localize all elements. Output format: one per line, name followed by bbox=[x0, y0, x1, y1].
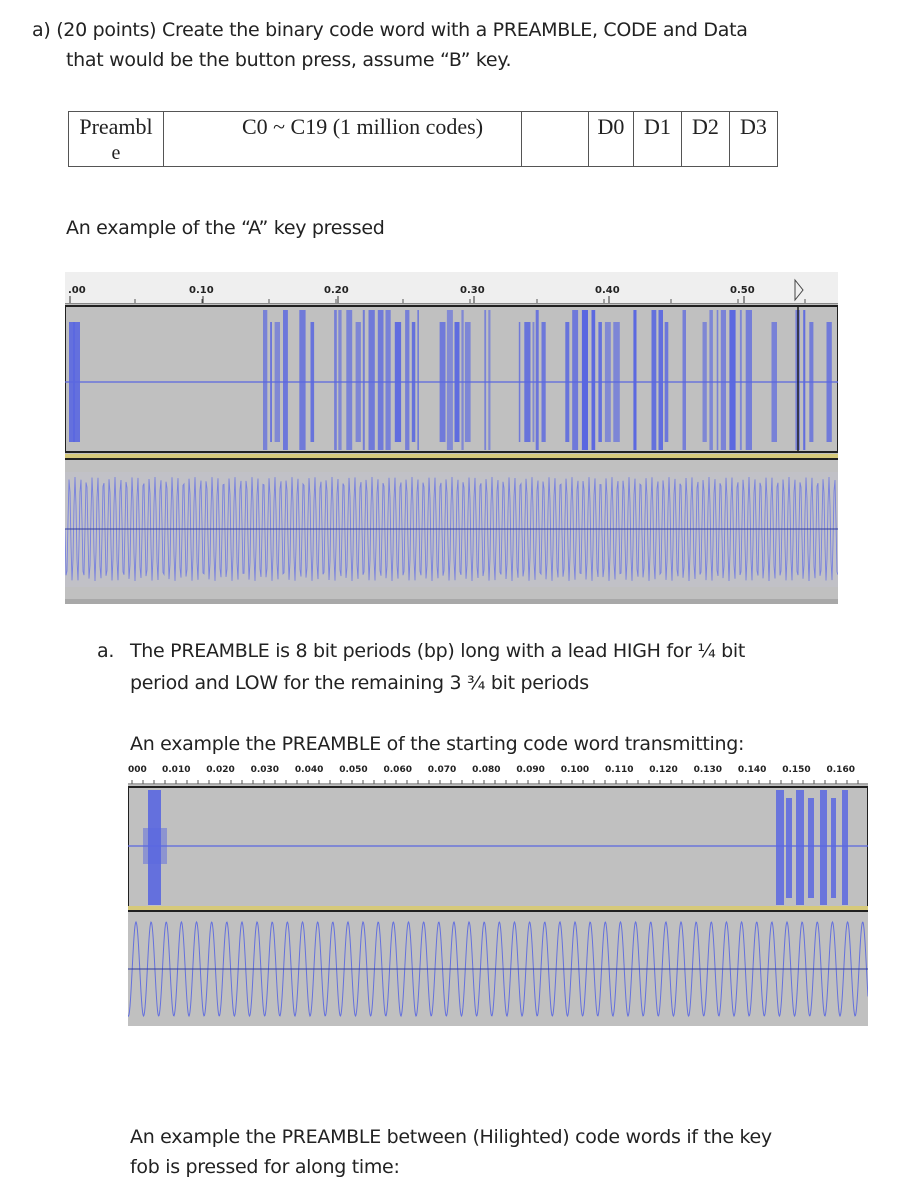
ruler-label: 0.120 bbox=[649, 765, 678, 775]
ruler-label: 000 bbox=[128, 765, 147, 775]
code-cell: C0 ~ C19 (1 million codes) bbox=[164, 111, 522, 167]
between-caption-line-1: An example the PREAMBLE between (Hilighted) code words if the key bbox=[130, 1126, 772, 1148]
preamble-cell bbox=[68, 111, 164, 167]
ruler-label: 0.040 bbox=[294, 765, 324, 775]
table-gap bbox=[522, 111, 588, 167]
codeword-table bbox=[68, 111, 778, 167]
waveform-preamble bbox=[128, 758, 868, 1026]
ruler-label: 0.110 bbox=[605, 765, 634, 775]
data-bit-d2: D2 bbox=[682, 111, 730, 167]
ruler-label: 0.30 bbox=[460, 285, 485, 296]
ruler-label: .00 bbox=[68, 285, 86, 296]
example-a-caption: An example of the “A” key pressed bbox=[66, 217, 385, 239]
preamble-label-1: Preambl bbox=[79, 114, 153, 139]
preamble-caption: An example the PREAMBLE of the starting code word transmitting: bbox=[130, 733, 745, 755]
preamble-label-2: e bbox=[111, 142, 121, 164]
ruler-label: 0.100 bbox=[560, 765, 590, 775]
ruler-label: 0.010 bbox=[162, 765, 191, 775]
waveform-a-key bbox=[65, 272, 838, 604]
question-line-1: a) (20 points) Create the binary code word with a PREAMBLE, CODE and Data bbox=[32, 19, 748, 41]
ruler-label: 0.080 bbox=[472, 765, 501, 775]
between-caption-line-2: fob is pressed for along time: bbox=[130, 1156, 400, 1178]
point-a-line-2: period and LOW for the remaining 3 ¾ bit periods bbox=[130, 672, 589, 694]
ruler-label: 0.20 bbox=[324, 285, 349, 296]
ruler-label: 0.020 bbox=[206, 765, 235, 775]
ruler-label: 0.10 bbox=[189, 285, 214, 296]
ruler-label: 0.140 bbox=[737, 765, 767, 775]
ruler-label: 0.090 bbox=[516, 765, 545, 775]
data-bit-d3: D3 bbox=[730, 111, 778, 167]
point-a-line-1: The PREAMBLE is 8 bit periods (bp) long with a lead HIGH for ¼ bit bbox=[130, 640, 746, 662]
question-line-2: that would be the button press, assume “B” key. bbox=[66, 49, 512, 71]
data-bit-d0: D0 bbox=[588, 111, 634, 167]
ruler-label: 0.060 bbox=[383, 765, 412, 775]
point-a-marker: a. bbox=[97, 640, 115, 662]
ruler-label: 0.150 bbox=[782, 765, 811, 775]
ruler-label: 0.050 bbox=[339, 765, 368, 775]
ruler-label: 0.40 bbox=[595, 285, 620, 296]
ruler-label: 0.50 bbox=[730, 285, 755, 296]
ruler-label: 0.030 bbox=[250, 765, 280, 775]
ruler-label: 0.160 bbox=[826, 765, 855, 775]
ruler-label: 0.070 bbox=[427, 765, 457, 775]
data-bit-d1: D1 bbox=[634, 111, 682, 167]
ruler-label: 0.130 bbox=[693, 765, 723, 775]
